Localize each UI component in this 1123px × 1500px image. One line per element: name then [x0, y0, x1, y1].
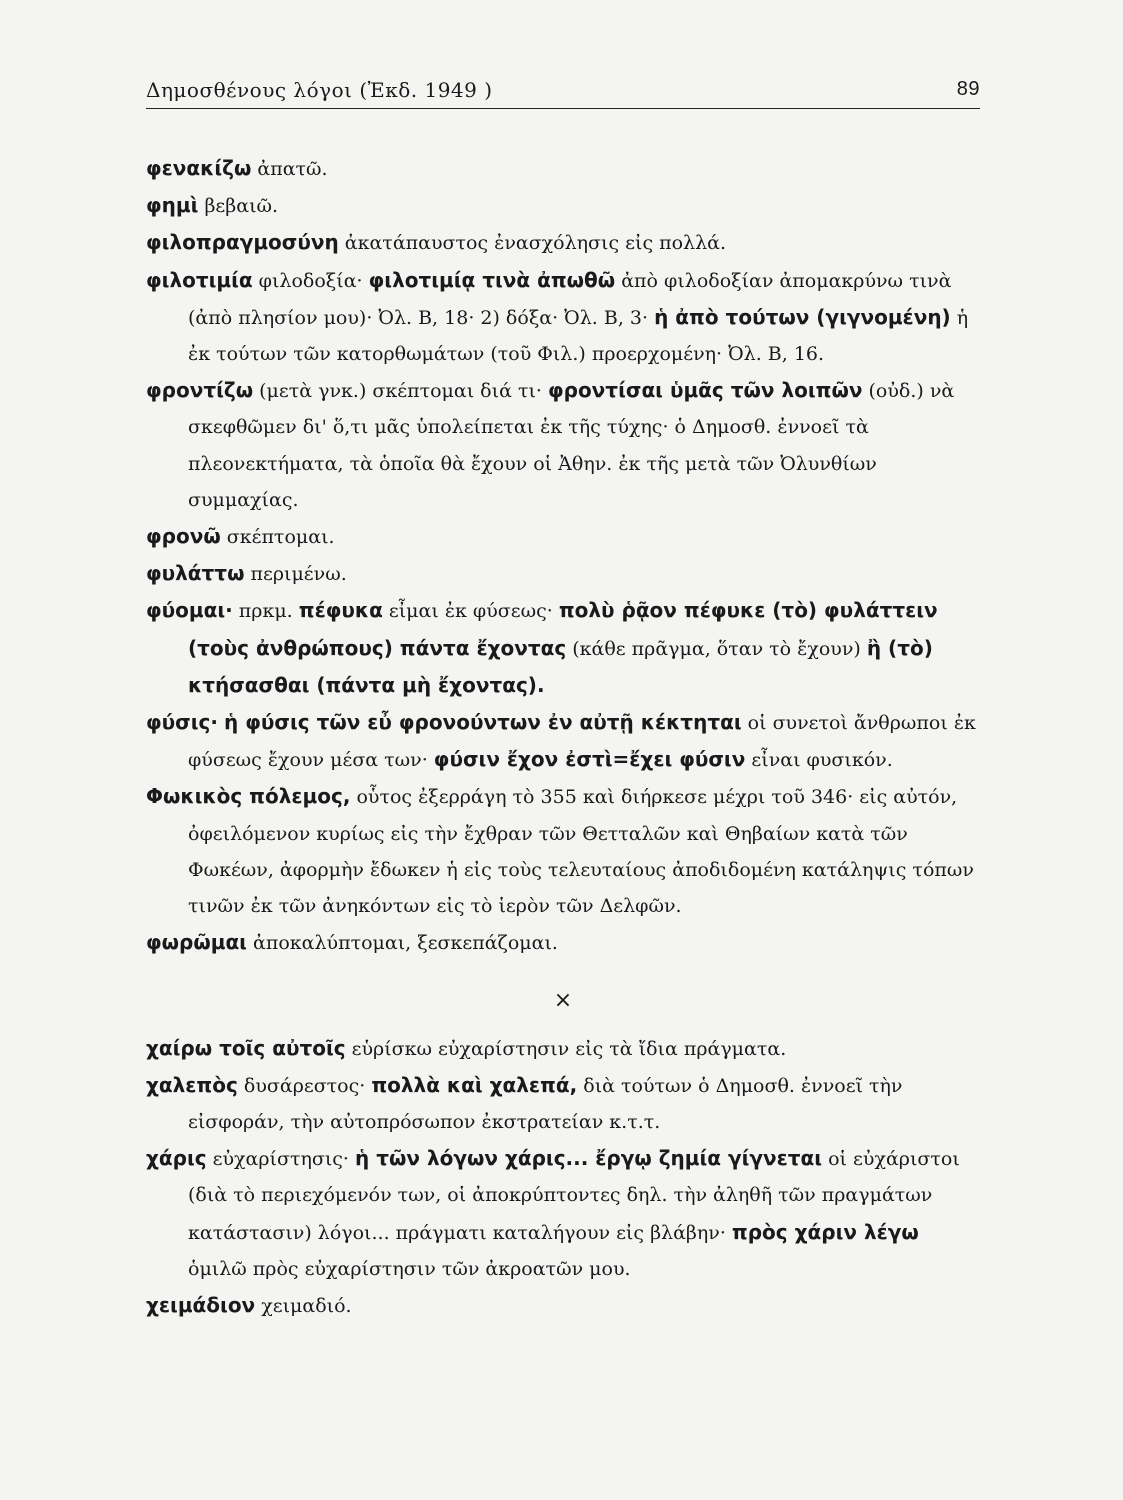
entry-definition: φιλοδοξία·: [252, 269, 369, 292]
entry-phrase: ἡ ἀπὸ τούτων (γιγνομένη): [654, 304, 951, 329]
entry-headword: φροντίζω: [146, 378, 254, 403]
entry-definition: οὗτος ἐξερράγη τὸ 355 καὶ διήρκεσε μέχρι τοῦ 346· εἰς αὐτόν, ὀφειλόμενον κυρίως εἰς τὴν ἔχθραν τῶν Θετταλῶν καὶ Θηβαίων κατὰ τῶν Φωκέων, ἀφορμὴν ἔδωκεν ἡ εἰς τοὺς τελευταίους ἀποδιδομένη κατάληψις τόπων τινῶν ἐκ τῶν ἀνηκόντων εἰς τὸ ἱερὸν τῶν Δελφῶν.: [188, 786, 974, 918]
glossary-entry: [146, 924, 980, 961]
glossary-entry: [146, 778, 980, 924]
entry-headword: χάρις: [146, 1146, 207, 1171]
entry-phrase: φροντίσαι ὑμᾶς τῶν λοιπῶν: [547, 378, 863, 403]
entry-definition: δυσάρεστος·: [237, 1074, 372, 1097]
entry-definition: ὁμιλῶ πρὸς εὐχαρίστησιν τῶν ἀκροατῶν μου.: [188, 1257, 631, 1280]
entry-headword: φυλάττω: [146, 561, 245, 586]
running-header: [146, 78, 980, 109]
entry-definition: ἀπὸ φιλοδοξίαν ἀπομακρύνω τινὰ (ἀπὸ πλησίον μου)· Ὀλ. Β, 18· 2) δόξα· Ὀλ. Β, 3·: [188, 269, 952, 329]
entry-phrase: πρὸς χάριν λέγω: [731, 1219, 919, 1244]
entry-definition: (οὐδ.) νὰ σκεφθῶμεν δι' ὅ,τι μᾶς ὑπολείπεται ἐκ τῆς τύχης· ὁ Δημοσθ. ἐννοεῖ τὰ πλεονεκτήματα, τὰ ὁποῖα θὰ ἔχουν οἱ Ἀθην. ἐκ τῆς μετὰ τῶν Ὀλυνθίων συμμαχίας.: [188, 380, 955, 511]
entry-phrase: φιλοτιμίᾳ τινὰ ἀπωθῶ: [368, 267, 616, 292]
glossary-entry: [146, 224, 980, 261]
glossary-entry: [146, 518, 980, 555]
entry-definition: εἶμαι ἐκ φύσεως·: [382, 600, 559, 623]
glossary-entry: [146, 1067, 980, 1140]
entry-phrase: πολλὰ καὶ χαλεπά,: [371, 1072, 578, 1097]
entry-definition: οἱ εὐχάριστοι (διὰ τὸ περιεχόμενόν των, οἱ ἀποκρύπτοντες δηλ. τὴν ἀληθῆ τῶν πραγμάτων κατάστασιν) λόγοι... πράγματι καταλήγουν εἰς βλάβην·: [188, 1148, 960, 1244]
entry-definition: ἡ ἐκ τούτων τῶν κατορθωμάτων (τοῦ Φιλ.) προερχομένη· Ὀλ. Β, 16.: [188, 306, 969, 366]
entry-phrase: ἡ τῶν λόγων χάρις... ἔργῳ ζημία γίγνεται: [355, 1146, 823, 1171]
entries-phi: [146, 150, 980, 961]
entry-definition: πρκμ.: [232, 600, 299, 623]
glossary-entry: [146, 372, 980, 518]
entry-definition: (κάθε πρᾶγμα, ὅταν τὸ ἔχουν): [566, 637, 867, 660]
glossary-entry: [146, 1140, 980, 1287]
entry-definition: (μετὰ γνκ.) σκέπτομαι διά τι·: [253, 380, 548, 403]
entry-phrase: πέφυκα: [298, 598, 383, 623]
entry-definition: ἀπατῶ.: [251, 158, 328, 180]
entry-definition: εὑρίσκω εὐχαρίστησιν εἰς τὰ ἴδια πράγματα.: [345, 1037, 787, 1060]
section-separator: ×: [553, 988, 573, 1014]
glossary-entry: [146, 187, 980, 224]
glossary-entry: [146, 1030, 980, 1067]
entry-definition: ἀποκαλύπτομαι, ξεσκεπάζομαι.: [246, 932, 558, 955]
entry-phrase: ἡ φύσις τῶν εὖ φρονούντων ἐν αὐτῇ κέκτηται: [224, 710, 742, 735]
entry-headword: χειμάδιον: [146, 1293, 256, 1318]
entry-definition: σκέπτομαι.: [220, 526, 335, 549]
entry-headword: φωρῶμαι: [146, 930, 247, 955]
glossary-entry: [146, 1287, 980, 1324]
glossary-entry: [146, 592, 980, 704]
entry-headword: χαίρω τοῖς αὐτοῖς: [146, 1035, 346, 1060]
glossary-entry: [146, 262, 980, 373]
glossary-body: [146, 150, 980, 1324]
entry-headword: φενακίζω: [146, 156, 252, 180]
page-number: 89: [956, 78, 980, 100]
entry-headword: φύσις·: [146, 710, 218, 735]
entry-definition: εἶναι φυσικόν.: [745, 749, 893, 772]
glossary-entry: [146, 704, 980, 778]
entry-definition: χειμαδιό.: [255, 1295, 352, 1318]
entry-definition: ἀκατάπαυστος ἐνασχόλησις εἰς πολλά.: [338, 232, 726, 255]
entry-headword: φρονῶ: [146, 524, 221, 549]
entry-headword: Φωκικὸς πόλεμος,: [146, 784, 351, 809]
header-title: Δημοσθένους λόγοι (Ἐκδ. 1949 ): [146, 78, 493, 102]
entry-definition: διὰ τούτων ὁ Δημοσθ. ἐννοεῖ τὴν εἰσφοράν, τὴν αὐτοπρόσωπον ἐκστρατείαν κ.τ.τ.: [188, 1074, 903, 1134]
entry-phrase: πολὺ ῥᾷον πέφυκε (τὸ) φυλάττειν (τοὺς ἀνθρώπους) πάντα ἔχοντας: [188, 598, 938, 660]
entry-phrase: φύσιν ἔχον ἐστὶ=ἔχει φύσιν: [433, 747, 746, 772]
entry-definition: οἱ συνετοὶ ἄνθρωποι ἐκ φύσεως ἔχουν μέσα των·: [188, 712, 976, 772]
entry-phrase: ἢ (τὸ) κτήσασθαι (πάντα μὴ ἔχοντας).: [188, 635, 933, 697]
glossary-entry: [146, 555, 980, 592]
entry-definition: περιμένω.: [244, 563, 347, 586]
entry-definition: εὐχαρίστησις·: [206, 1148, 356, 1171]
entry-definition: βεβαιῶ.: [198, 195, 279, 218]
entry-headword: χαλεπὸς: [146, 1072, 238, 1097]
entries-chi: [146, 1030, 980, 1325]
entry-headword: φημὶ: [146, 193, 199, 218]
glossary-entry: [146, 150, 980, 187]
entry-headword: φιλοπραγμοσύνη: [146, 230, 339, 255]
entry-headword: φιλοτιμία: [146, 267, 253, 292]
entry-headword: φύομαι·: [146, 598, 233, 623]
